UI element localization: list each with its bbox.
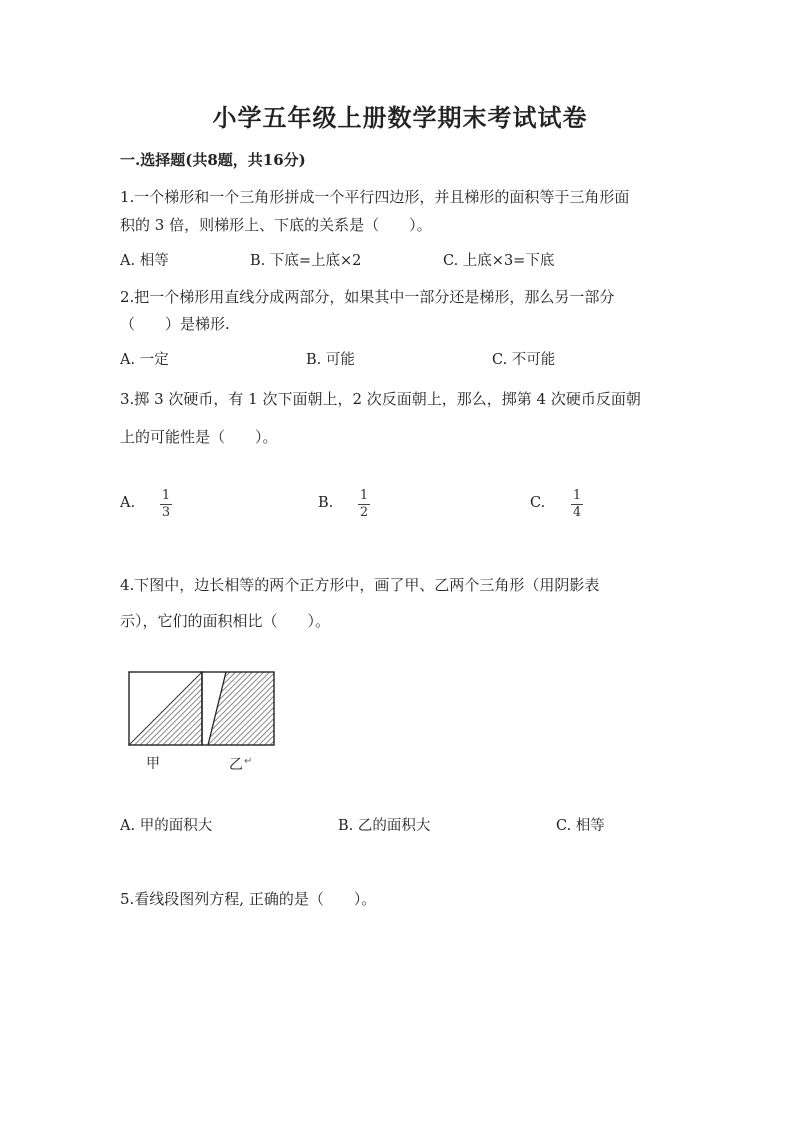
question-2-line-1: 2.把一个梯形用直线分成两部分，如果其中一部分还是梯形，那么另一部分 (120, 288, 615, 306)
question-2-option-a: A. 一定 (120, 352, 169, 368)
question-3-option-c-label: C. (530, 495, 546, 511)
question-1-option-a: A. 相等 (120, 253, 169, 269)
fraction-denominator: 3 (161, 505, 171, 520)
fraction-denominator: 2 (359, 505, 369, 520)
label-jia: 甲 (146, 756, 160, 772)
page-title: 小学五年级上册数学期末考试试卷 (212, 103, 588, 132)
question-2-option-c: C. 不可能 (492, 352, 556, 368)
question-4-line-2: 示），它们的面积相比（ ）。 (120, 612, 331, 630)
triangle-yi (208, 672, 274, 745)
question-4-option-c: C. 相等 (556, 818, 605, 834)
question-1-option-b: B. 下底=上底×2 (250, 253, 362, 269)
question-4-option-a: A. 甲的面积大 (120, 818, 213, 834)
question-1-line-2: 积的 3 倍，则梯形上、下底的关系是（ ）。 (120, 216, 432, 234)
question-3-option-c-fraction (571, 489, 583, 520)
question-1-line-1: 1.一个梯形和一个三角形拼成一个平行四边形，并且梯形的面积等于三角形面 (120, 188, 630, 206)
question-3-option-a-fraction (160, 489, 172, 520)
question-3-option-b-fraction (358, 489, 370, 520)
fraction-numerator: 1 (359, 488, 369, 503)
question-5-line-1: 5.看线段图列方程, 正确的是（ ）。 (120, 890, 377, 908)
return-mark-icon: ↵ (244, 756, 253, 767)
question-3-line-1: 3.掷 3 次硬币，有 1 次下面朝上，2 次反面朝上，那么，掷第 4 次硬币反面朝 (120, 390, 641, 408)
question-3-option-b-label: B. (318, 495, 334, 511)
squares-triangles-figure (126, 668, 278, 750)
label-yi: 乙 (229, 757, 243, 773)
question-2-line-2: （ ）是梯形. (120, 315, 230, 333)
question-3-option-a-label: A. (120, 495, 136, 511)
question-1-option-c: C. 上底×3=下底 (443, 253, 555, 269)
fraction-numerator: 1 (572, 488, 582, 503)
question-4-line-1: 4.下图中，边长相等的两个正方形中，画了甲、乙两个三角形（用阴影表 (120, 576, 600, 594)
question-3-line-2: 上的可能性是（ ）。 (120, 428, 278, 446)
question-4-option-b: B. 乙的面积大 (338, 818, 431, 834)
fraction-numerator: 1 (161, 488, 171, 503)
section-heading: 一.选择题(共8题，共16分) (120, 151, 306, 169)
fraction-denominator: 4 (572, 505, 582, 520)
triangle-jia (129, 672, 202, 745)
question-2-option-b: B. 可能 (306, 352, 355, 368)
